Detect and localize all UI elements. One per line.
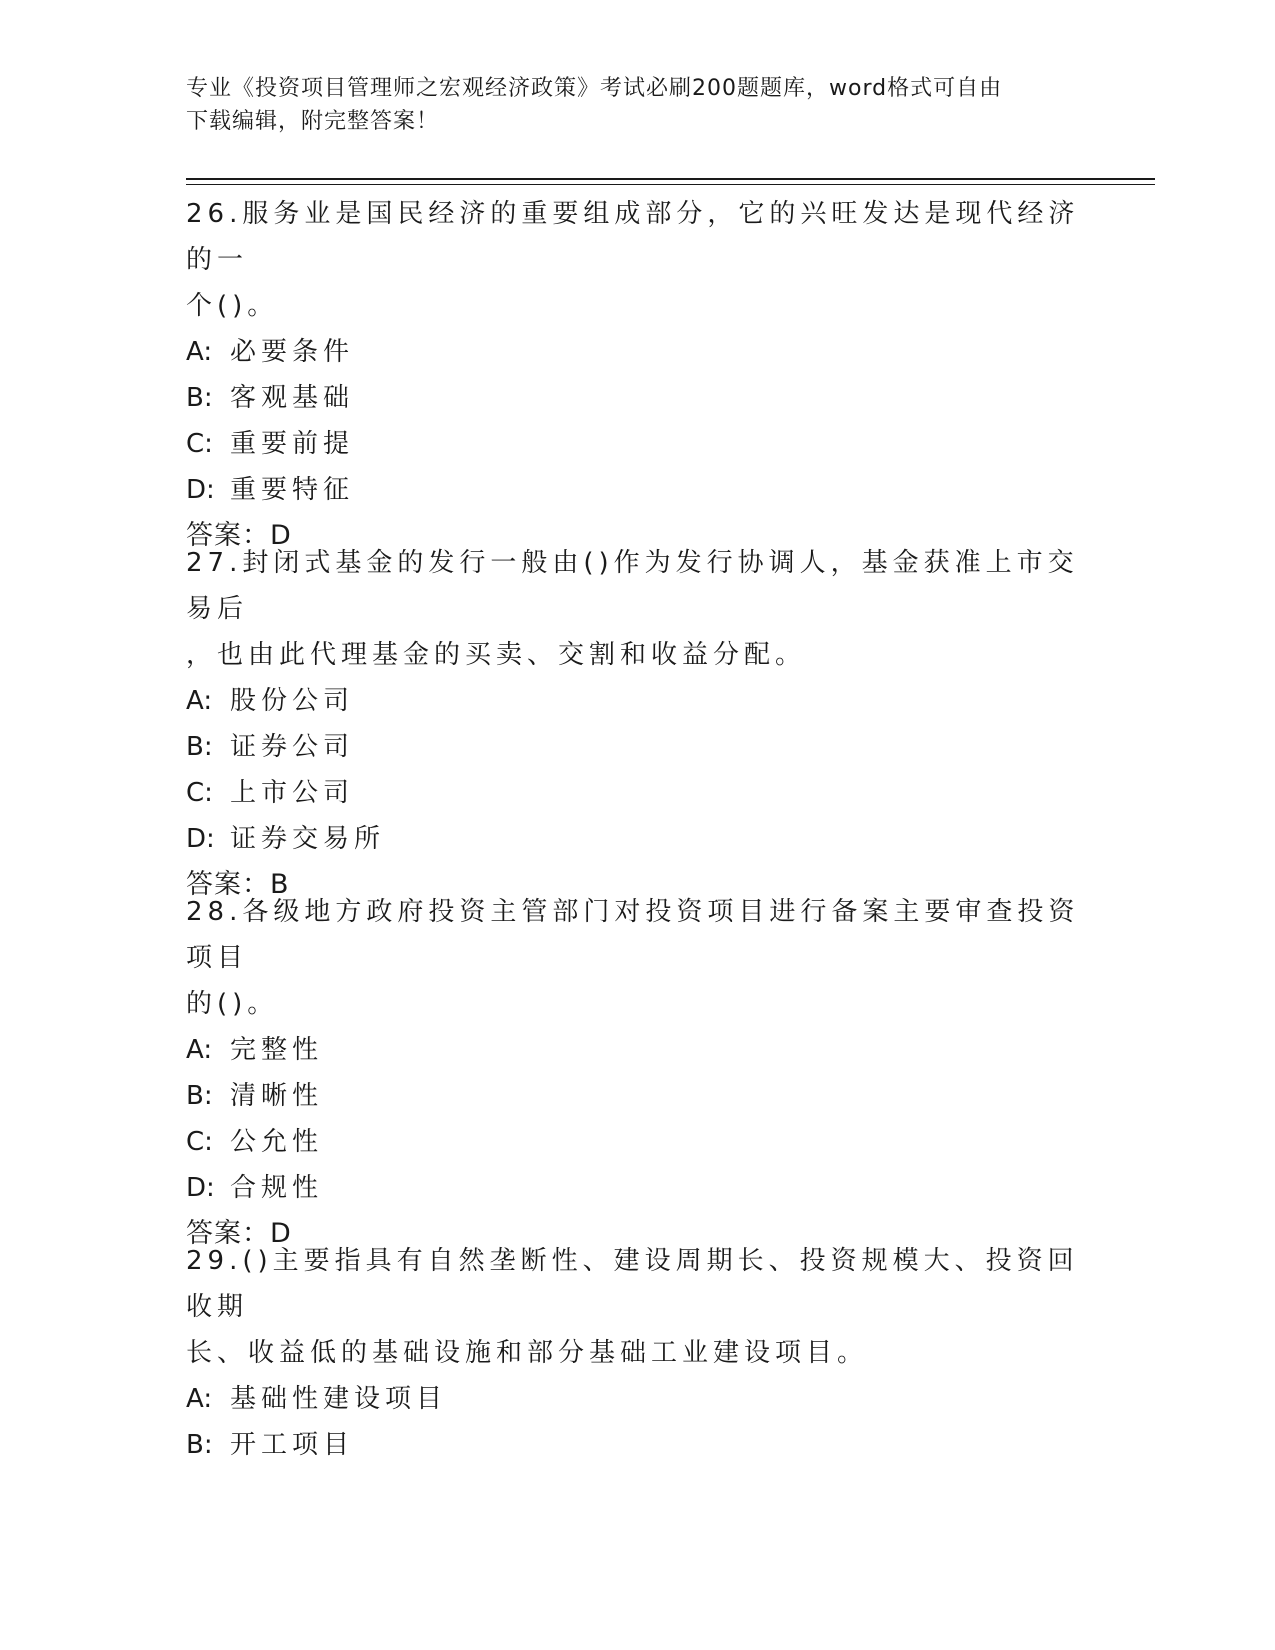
option-key: C: xyxy=(186,429,213,459)
question-29 xyxy=(186,1238,1086,1468)
option-key: A: xyxy=(186,686,213,716)
option-key: C: xyxy=(186,1127,213,1157)
option-d xyxy=(186,1165,1086,1211)
option-key: C: xyxy=(186,778,213,808)
option-b xyxy=(186,1422,1086,1468)
option-text: 重要特征 xyxy=(230,475,355,505)
header-divider-thick xyxy=(186,178,1155,180)
option-text: 基础性建设项目 xyxy=(230,1384,448,1414)
option-key: B: xyxy=(186,1430,213,1460)
option-key: B: xyxy=(186,383,213,413)
question-stem-line-1: 29.()主要指具有自然垄断性、建设周期长、投资规模大、投资回收期 xyxy=(186,1246,1079,1322)
question-stem-line-2: 长、收益低的基础设施和部分基础工业建设项目。 xyxy=(186,1338,869,1368)
option-key: D: xyxy=(186,1173,215,1203)
header-divider-thin xyxy=(186,184,1155,185)
option-text: 证券交易所 xyxy=(230,824,386,854)
option-text: 合规性 xyxy=(230,1173,324,1203)
question-stem-line-2: 个()。 xyxy=(186,291,279,321)
option-d xyxy=(186,467,1086,513)
header-line-1: 专业《投资项目管理师之宏观经济政策》考试必刷200题题库，word格式可自由 xyxy=(186,76,1003,101)
question-stem-line-2: 的()。 xyxy=(186,989,279,1019)
option-c xyxy=(186,1119,1086,1165)
question-stem-line-1: 28.各级地方政府投资主管部门对投资项目进行备案主要审查投资项目 xyxy=(186,897,1080,973)
question-stem-line-1: 26.服务业是国民经济的重要组成部分，它的兴旺发达是现代经济的一 xyxy=(186,199,1080,275)
option-a xyxy=(186,678,1086,724)
option-key: B: xyxy=(186,732,213,762)
option-a xyxy=(186,1376,1086,1422)
option-a xyxy=(186,1027,1086,1073)
option-key: B: xyxy=(186,1081,213,1111)
question-26 xyxy=(186,191,1086,559)
answer: 答案：D xyxy=(186,1218,292,1249)
option-text: 客观基础 xyxy=(230,383,355,413)
option-text: 完整性 xyxy=(230,1035,324,1065)
option-key: A: xyxy=(186,1035,213,1065)
option-text: 清晰性 xyxy=(230,1081,324,1111)
option-key: D: xyxy=(186,475,215,505)
option-b xyxy=(186,724,1086,770)
option-c xyxy=(186,770,1086,816)
option-text: 上市公司 xyxy=(230,778,355,808)
option-text: 公允性 xyxy=(230,1127,324,1157)
option-text: 开工项目 xyxy=(230,1430,355,1460)
question-stem-line-2: ，也由此代理基金的买卖、交割和收益分配。 xyxy=(186,640,807,670)
option-a xyxy=(186,329,1086,375)
option-b xyxy=(186,1073,1086,1119)
answer: 答案：B xyxy=(186,869,290,900)
option-key: A: xyxy=(186,1384,213,1414)
option-key: A: xyxy=(186,337,213,367)
question-27 xyxy=(186,540,1086,908)
option-text: 股份公司 xyxy=(230,686,355,716)
question-stem-line-1: 27.封闭式基金的发行一般由()作为发行协调人，基金获准上市交易后 xyxy=(186,548,1079,624)
option-text: 证券公司 xyxy=(230,732,355,762)
answer: 答案：D xyxy=(186,520,292,551)
option-text: 重要前提 xyxy=(230,429,355,459)
header-line-2: 下载编辑，附完整答案！ xyxy=(186,109,440,134)
option-b xyxy=(186,375,1086,421)
option-text: 必要条件 xyxy=(230,337,355,367)
document-header xyxy=(186,72,1086,138)
option-key: D: xyxy=(186,824,215,854)
option-c xyxy=(186,421,1086,467)
option-d xyxy=(186,816,1086,862)
question-28 xyxy=(186,889,1086,1257)
